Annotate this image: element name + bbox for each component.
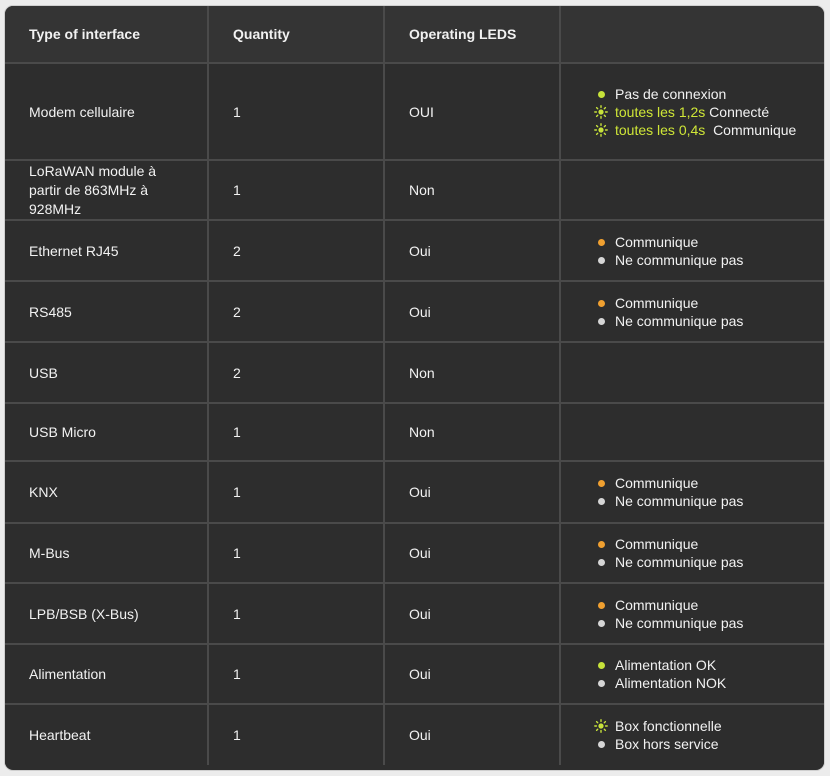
led-state-interval: toutes les 1,2s: [615, 103, 706, 120]
led-state-list: [585, 596, 824, 632]
header-operating-leds: Operating LEDS: [384, 6, 560, 63]
green-dot-icon: [598, 662, 605, 669]
led-state-label: Box hors service: [615, 736, 719, 752]
cell-led-states: [560, 63, 824, 160]
orange-dot-icon: [598, 541, 605, 548]
cell-type: USB: [5, 342, 208, 403]
cell-quantity: 2: [208, 281, 384, 342]
blinking-light-icon: [594, 123, 608, 137]
header-type-of-interface: Type of interface: [5, 6, 208, 63]
cell-led-states: [560, 281, 824, 342]
cell-quantity: 1: [208, 461, 384, 523]
led-state-label: Ne communique pas: [615, 493, 744, 509]
cell-operating-leds: OUI: [384, 63, 560, 160]
cell-operating-leds: Oui: [384, 281, 560, 342]
cell-quantity: 1: [208, 160, 384, 220]
cell-operating-leds: Non: [384, 342, 560, 403]
table-row: [5, 523, 824, 583]
led-state-list: [585, 535, 824, 571]
table-row: [5, 644, 824, 704]
cell-operating-leds: Oui: [384, 704, 560, 765]
table-row: [5, 63, 824, 160]
orange-dot-icon: [598, 602, 605, 609]
led-state-label: Communique: [713, 121, 797, 138]
cell-type: USB Micro: [5, 403, 208, 461]
table-row: [5, 704, 824, 765]
cell-quantity: 1: [208, 704, 384, 765]
led-state-item: [615, 596, 824, 614]
cell-quantity: 1: [208, 63, 384, 160]
led-state-item: [615, 717, 824, 735]
cell-led-states: [560, 644, 824, 704]
cell-quantity: 1: [208, 583, 384, 644]
led-state-item: [615, 103, 824, 121]
led-state-list: [585, 294, 824, 330]
led-state-list: [585, 717, 824, 753]
cell-type: LPB/BSB (X-Bus): [5, 583, 208, 644]
interfaces-table-card: [5, 6, 824, 770]
led-state-interval: toutes les 0,4s: [615, 121, 706, 138]
led-state-item: [615, 294, 824, 312]
led-state-item: [615, 674, 824, 692]
orange-dot-icon: [598, 300, 605, 307]
interfaces-table: [5, 6, 824, 765]
gray-dot-icon: [598, 741, 605, 748]
cell-operating-leds: Non: [384, 160, 560, 220]
cell-quantity: 2: [208, 220, 384, 281]
table-row: [5, 342, 824, 403]
cell-operating-leds: Oui: [384, 523, 560, 583]
led-state-item: [615, 535, 824, 553]
table-row: [5, 403, 824, 461]
blinking-light-icon: [594, 105, 608, 119]
cell-type: Alimentation: [5, 644, 208, 704]
led-state-item: [615, 251, 824, 269]
led-state-label: Communique: [615, 475, 699, 491]
led-state-label: Connecté: [709, 103, 770, 120]
cell-led-states: [560, 342, 824, 403]
led-state-item: [615, 474, 824, 492]
cell-led-states: [560, 220, 824, 281]
led-state-item: [615, 614, 824, 632]
led-state-list: [585, 85, 824, 139]
cell-operating-leds: Oui: [384, 644, 560, 704]
cell-led-states: [560, 583, 824, 644]
table-header-row: [5, 6, 824, 63]
cell-type: KNX: [5, 461, 208, 523]
cell-operating-leds: Oui: [384, 461, 560, 523]
table-row: [5, 461, 824, 523]
cell-quantity: 1: [208, 644, 384, 704]
led-state-item: [615, 121, 824, 139]
led-state-item: [615, 656, 824, 674]
led-state-label: Pas de connexion: [615, 85, 727, 102]
led-state-label: Ne communique pas: [615, 614, 744, 631]
cell-quantity: 2: [208, 342, 384, 403]
cell-type: M-Bus: [5, 523, 208, 583]
led-state-label: Communique: [615, 233, 699, 250]
cell-quantity: 1: [208, 403, 384, 461]
gray-dot-icon: [598, 559, 605, 566]
led-state-label: Ne communique pas: [615, 312, 744, 329]
cell-quantity: 1: [208, 523, 384, 583]
led-state-item: [615, 85, 824, 103]
led-state-item: [615, 233, 824, 251]
led-state-list: [585, 474, 824, 510]
led-state-label: Ne communique pas: [615, 251, 744, 268]
gray-dot-icon: [598, 680, 605, 687]
led-state-label: Alimentation NOK: [615, 675, 727, 691]
cell-type: LoRaWAN module à partir de 863MHz à 928MHz: [5, 160, 208, 220]
table-row: [5, 220, 824, 281]
gray-dot-icon: [598, 318, 605, 325]
cell-type: Modem cellulaire: [5, 63, 208, 160]
led-state-item: [615, 553, 824, 571]
led-state-item: [615, 492, 824, 510]
cell-operating-leds: Oui: [384, 220, 560, 281]
orange-dot-icon: [598, 480, 605, 487]
led-state-item: [615, 735, 824, 753]
led-state-list: [585, 233, 824, 269]
led-state-label: Communique: [615, 536, 699, 552]
header-led-states: [560, 6, 824, 63]
cell-operating-leds: Non: [384, 403, 560, 461]
gray-dot-icon: [598, 257, 605, 264]
led-state-label: Communique: [615, 596, 699, 613]
table-row: [5, 160, 824, 220]
table-row: [5, 583, 824, 644]
led-state-label: Box fonctionnelle: [615, 718, 722, 734]
header-quantity: Quantity: [208, 6, 384, 63]
cell-led-states: [560, 704, 824, 765]
gray-dot-icon: [598, 620, 605, 627]
cell-led-states: [560, 523, 824, 583]
cell-type: Heartbeat: [5, 704, 208, 765]
cell-led-states: [560, 160, 824, 220]
cell-operating-leds: Oui: [384, 583, 560, 644]
cell-type: RS485: [5, 281, 208, 342]
orange-dot-icon: [598, 239, 605, 246]
led-state-label: Alimentation OK: [615, 657, 717, 673]
table-row: [5, 281, 824, 342]
led-state-item: [615, 312, 824, 330]
led-state-label: Ne communique pas: [615, 554, 744, 570]
gray-dot-icon: [598, 498, 605, 505]
led-state-list: [585, 656, 824, 692]
cell-led-states: [560, 461, 824, 523]
led-state-label: Communique: [615, 294, 699, 311]
cell-type: Ethernet RJ45: [5, 220, 208, 281]
cell-led-states: [560, 403, 824, 461]
blinking-light-icon: [594, 719, 608, 733]
green-dot-icon: [598, 91, 605, 98]
